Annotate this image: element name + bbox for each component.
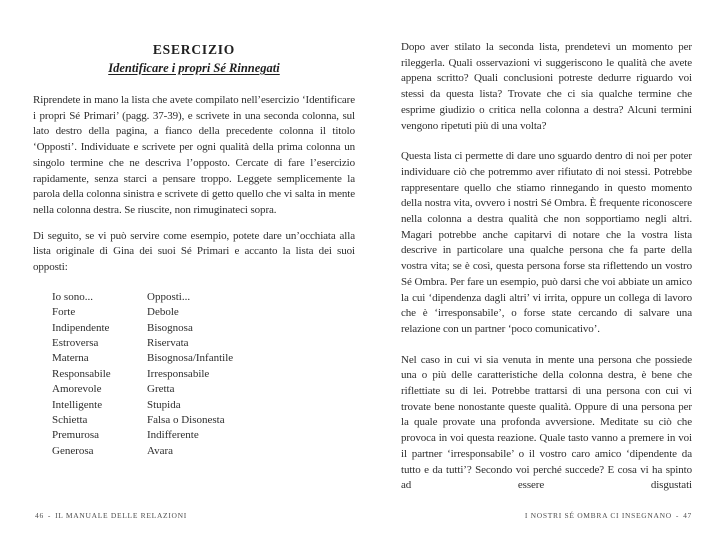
left-page: [33, 42, 355, 459]
list-row: [52, 305, 355, 320]
primary-self-cell: Indipendente: [52, 321, 110, 334]
list-row: [52, 398, 355, 413]
primary-self-cell: Intelligente: [52, 398, 103, 411]
list-row: [52, 382, 355, 397]
primary-self-cell: Responsabile: [52, 367, 111, 380]
opposite-cell: Gretta: [147, 383, 175, 396]
primary-self-cell: Amorevole: [52, 383, 102, 396]
body-paragraph: Dopo aver stilato la seconda lista, prendetevi un momento per rileggerla. Quali osservazioni vi suggeriscono le qualità che avete appena scritto? Quali conclusioni potreste dedurre riguardo voi stessi da questa lista? Trovate che ci sia qualche termine che esprime giudizio o critica nella colonna a destra? Alcuni termini vengono ripetuti più di una volta?: [401, 41, 692, 132]
footer-separator: -: [47, 511, 52, 520]
left-page-number: 46: [35, 511, 44, 520]
list-row: [52, 336, 355, 351]
primary-self-cell: Estroversa: [52, 336, 99, 349]
opposite-cell: Stupida: [147, 398, 181, 411]
list-row: [52, 290, 355, 305]
right-page: [401, 40, 692, 509]
primary-self-cell: Forte: [52, 306, 76, 319]
right-footer-label: I NOSTRI SÉ OMBRA CI INSEGNANO: [524, 511, 672, 520]
left-footer: [35, 511, 187, 520]
list-row: [52, 428, 355, 443]
opposite-cell: Riservata: [147, 336, 189, 349]
primary-self-cell: Generosa: [52, 444, 94, 457]
body-paragraph: Di seguito, se vi può servire come esempio, potete dare un’occhiata alla lista originale di Gina dei suoi Sé Primari e accanto la lista dei suoi opposti:: [33, 229, 355, 274]
list-row: [52, 367, 355, 382]
right-footer: [525, 511, 692, 520]
opposite-cell: Bisognosa/Infantile: [147, 352, 234, 365]
primary-self-cell: Premurosa: [52, 429, 100, 442]
exercise-title: ESERCIZIO: [152, 42, 236, 57]
left-footer-label: IL MANUALE DELLE RELAZIONI: [55, 511, 187, 520]
list-row: [52, 351, 355, 366]
footer-separator: -: [675, 511, 680, 520]
right-page-number: 47: [683, 511, 692, 520]
primary-self-cell: Materna: [52, 352, 89, 365]
body-paragraph: Questa lista ci permette di dare uno sguardo dentro di noi per poter individuare ciò che potremmo aver rifiutato di noi stessi. Potrebbe rappresentare quello che stiamo rinnegando in questo momento della nostra vita, ovvero i nostri Sé Ombra. È frequente riconoscere nella colonna a destra qualità che non sopportiamo negli altri. Magari potrebbe anche capitarvi di notare che la vostra lista descrive in particolare una qualche persona che fa parte della vostra vita; se è così, questa persona forse sta riflettendo un vostro Sé Ombra. Per fare un esempio, può darsi che voi abbiate un amico la cui ‘dipendenza dagli altri’ vi irrita, oppure un collega di lavoro che è ‘irresponsabile’, o forse state cercando di salvare una relazione con un partner ‘poco comunicativo’.: [401, 150, 692, 335]
list-row: [52, 444, 355, 459]
list-row: [52, 413, 355, 428]
list-row: [52, 321, 355, 336]
primary-self-cell: Schietta: [52, 413, 88, 426]
opposites-list: [52, 290, 355, 459]
body-paragraph: Nel caso in cui vi sia venuta in mente una persona che possiede una o più delle caratteristiche della colonna destra, è bene che riflettiate su di lei. Potrebbe trattarsi di una persona con cui vi trovate bene nonostante queste qualità. Oppure di una persona per la quale provate una profonda avversione. Meditate su ciò che provoca in voi questa reazione. Quale tasto vanno a premere in voi il partner ‘irresponsabile’ o il vostro caro amico ‘dipendente da tutto e da tutti’? Secondo voi perché succede? E cosa vi ha spinto ad essere disgustati: [401, 353, 692, 492]
opposite-cell: Opposti...: [147, 290, 191, 303]
opposite-cell: Falsa o Disonesta: [147, 413, 225, 426]
opposite-cell: Indifferente: [147, 429, 199, 442]
opposite-cell: Bisognosa: [147, 321, 193, 334]
exercise-subtitle: Identificare i propri Sé Rinnegati: [108, 61, 280, 75]
opposite-cell: Irresponsabile: [147, 367, 210, 380]
opposite-cell: Debole: [147, 306, 179, 319]
primary-self-cell: Io sono...: [52, 290, 93, 303]
opposite-cell: Avara: [147, 444, 174, 457]
body-paragraph: Riprendete in mano la lista che avete compilato nell’esercizio ‘Identificare i propri Sé Primari’ (pagg. 37-39), e scrivete in una seconda colonna, sul lato destro della pagina, a fianco della precedente colonna il titolo ‘Opposti’. Individuate e scrivete per ogni qualità della prima colonna un singolo termine che ne descriva l’opposto. Cercate di fare l’esercizio rapidamente, senza starci a pensare troppo. Leggete semplicemente la parola della colonna sinistra e scrivete di getto quello che vi salta in mente nella colonna destra. Se riuscite, non rimuginateci sopra.: [33, 94, 355, 216]
